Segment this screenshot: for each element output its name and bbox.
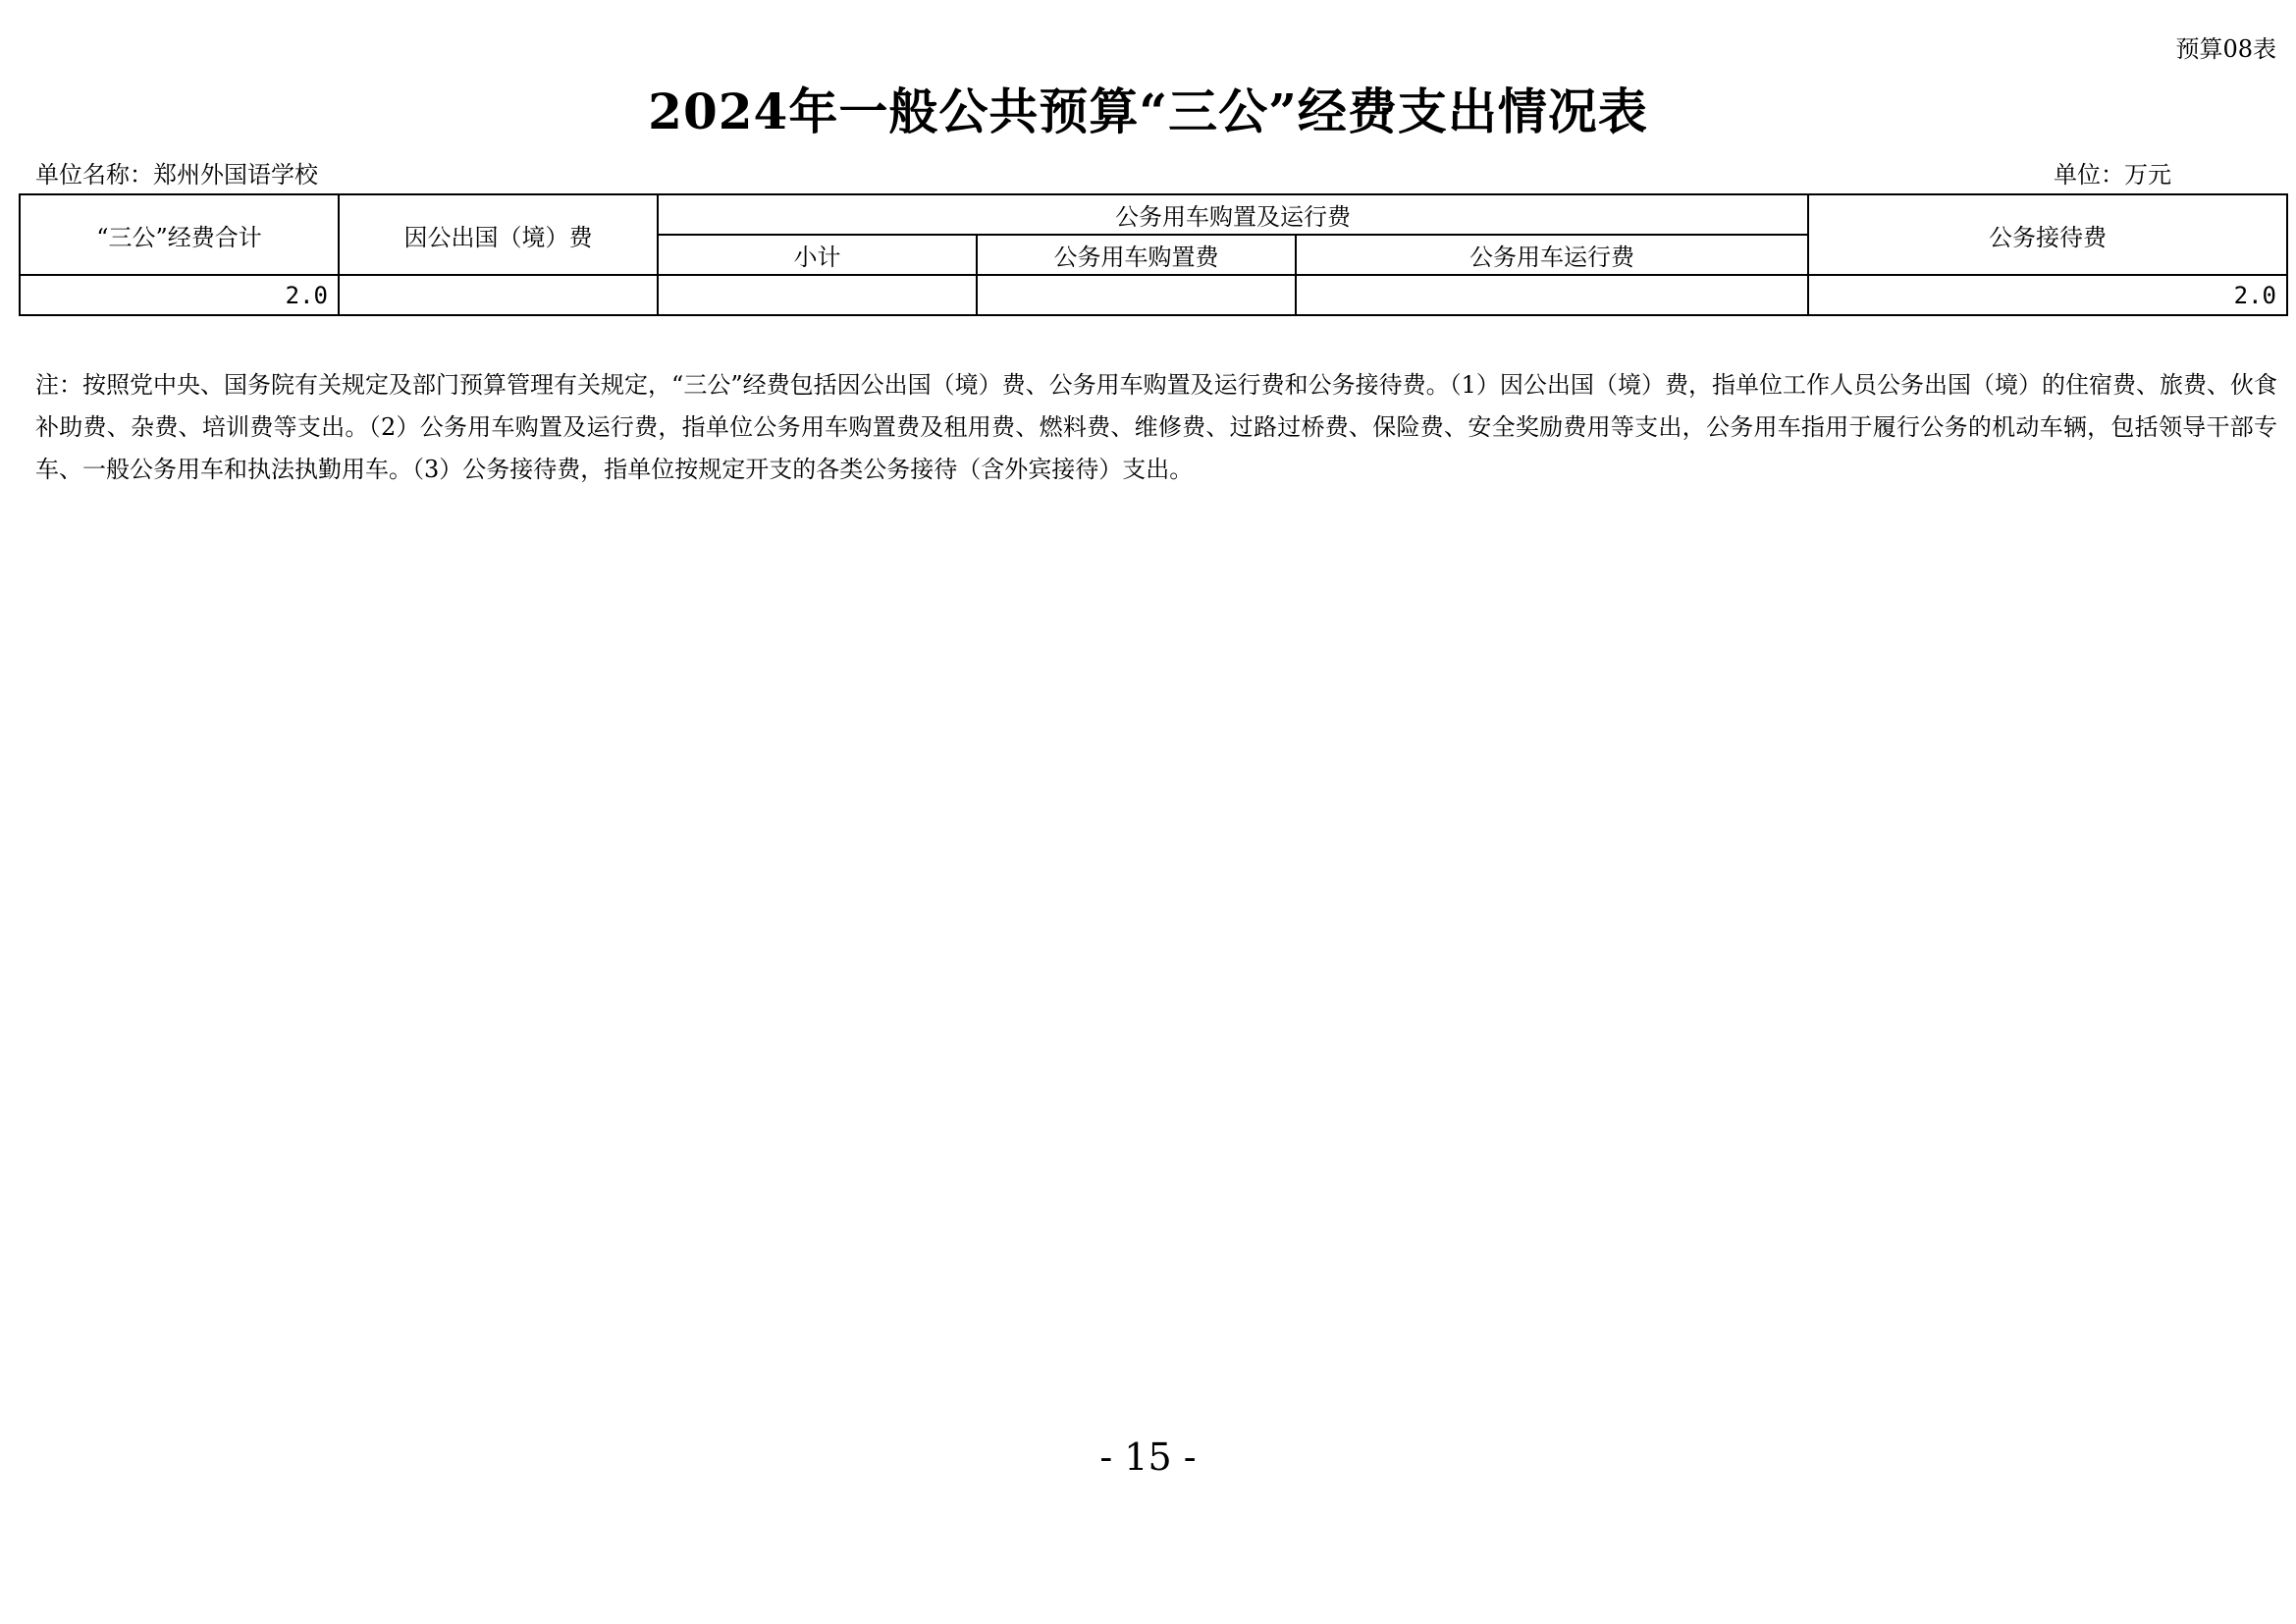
header-reception: 公务接待费 [1808,194,2287,275]
page-title: 2024年一般公共预算“三公”经费支出情况表 [648,82,1648,140]
cell-reception: 2.0 [1808,275,2287,315]
budget-table [19,193,2288,316]
footnote: 注：按照党中央、国务院有关规定及部门预算管理有关规定，“三公”经费包括因公出国（境）费、公务用车购置及运行费和公务接待费。（1）因公出国（境）费，指单位工作人员公务出国（境）的住宿费、旅费、伙食补助费、杂费、培训费等支出。（2）公务用车购置及运行费，指单位公务用车购置费及租用费、燃料费、维修费、过路过桥费、保险费、安全奖励费用等支出，公务用车指用于履行公务的机动车辆，包括领导干部专车、一般公务用车和执法执勤用车。（3）公务接待费，指单位按规定开支的各类公务接待（含外宾接待）支出。 [35,371,2277,483]
header-vehicle-operation: 公务用车运行费 [1296,235,1808,275]
cell-vehicle-purchase [977,275,1296,315]
form-number: 预算08表 [2175,35,2276,63]
unit-measure: 单位：万元 [2054,161,2171,189]
header-vehicle-group: 公务用车购置及运行费 [658,194,1808,235]
unit-name: 单位名称：郑州外国语学校 [35,161,318,189]
cell-overseas [339,275,658,315]
cell-vehicle-operation [1296,275,1808,315]
cell-vehicle-subtotal [658,275,977,315]
page-number: - 15 - [1099,1435,1197,1479]
header-vehicle-subtotal: 小计 [658,235,977,275]
cell-total: 2.0 [20,275,339,315]
header-vehicle-purchase: 公务用车购置费 [977,235,1296,275]
table-header-row [20,194,2287,235]
table-row [20,275,2287,315]
header-total: “三公”经费合计 [20,194,339,275]
header-overseas: 因公出国（境）费 [339,194,658,275]
